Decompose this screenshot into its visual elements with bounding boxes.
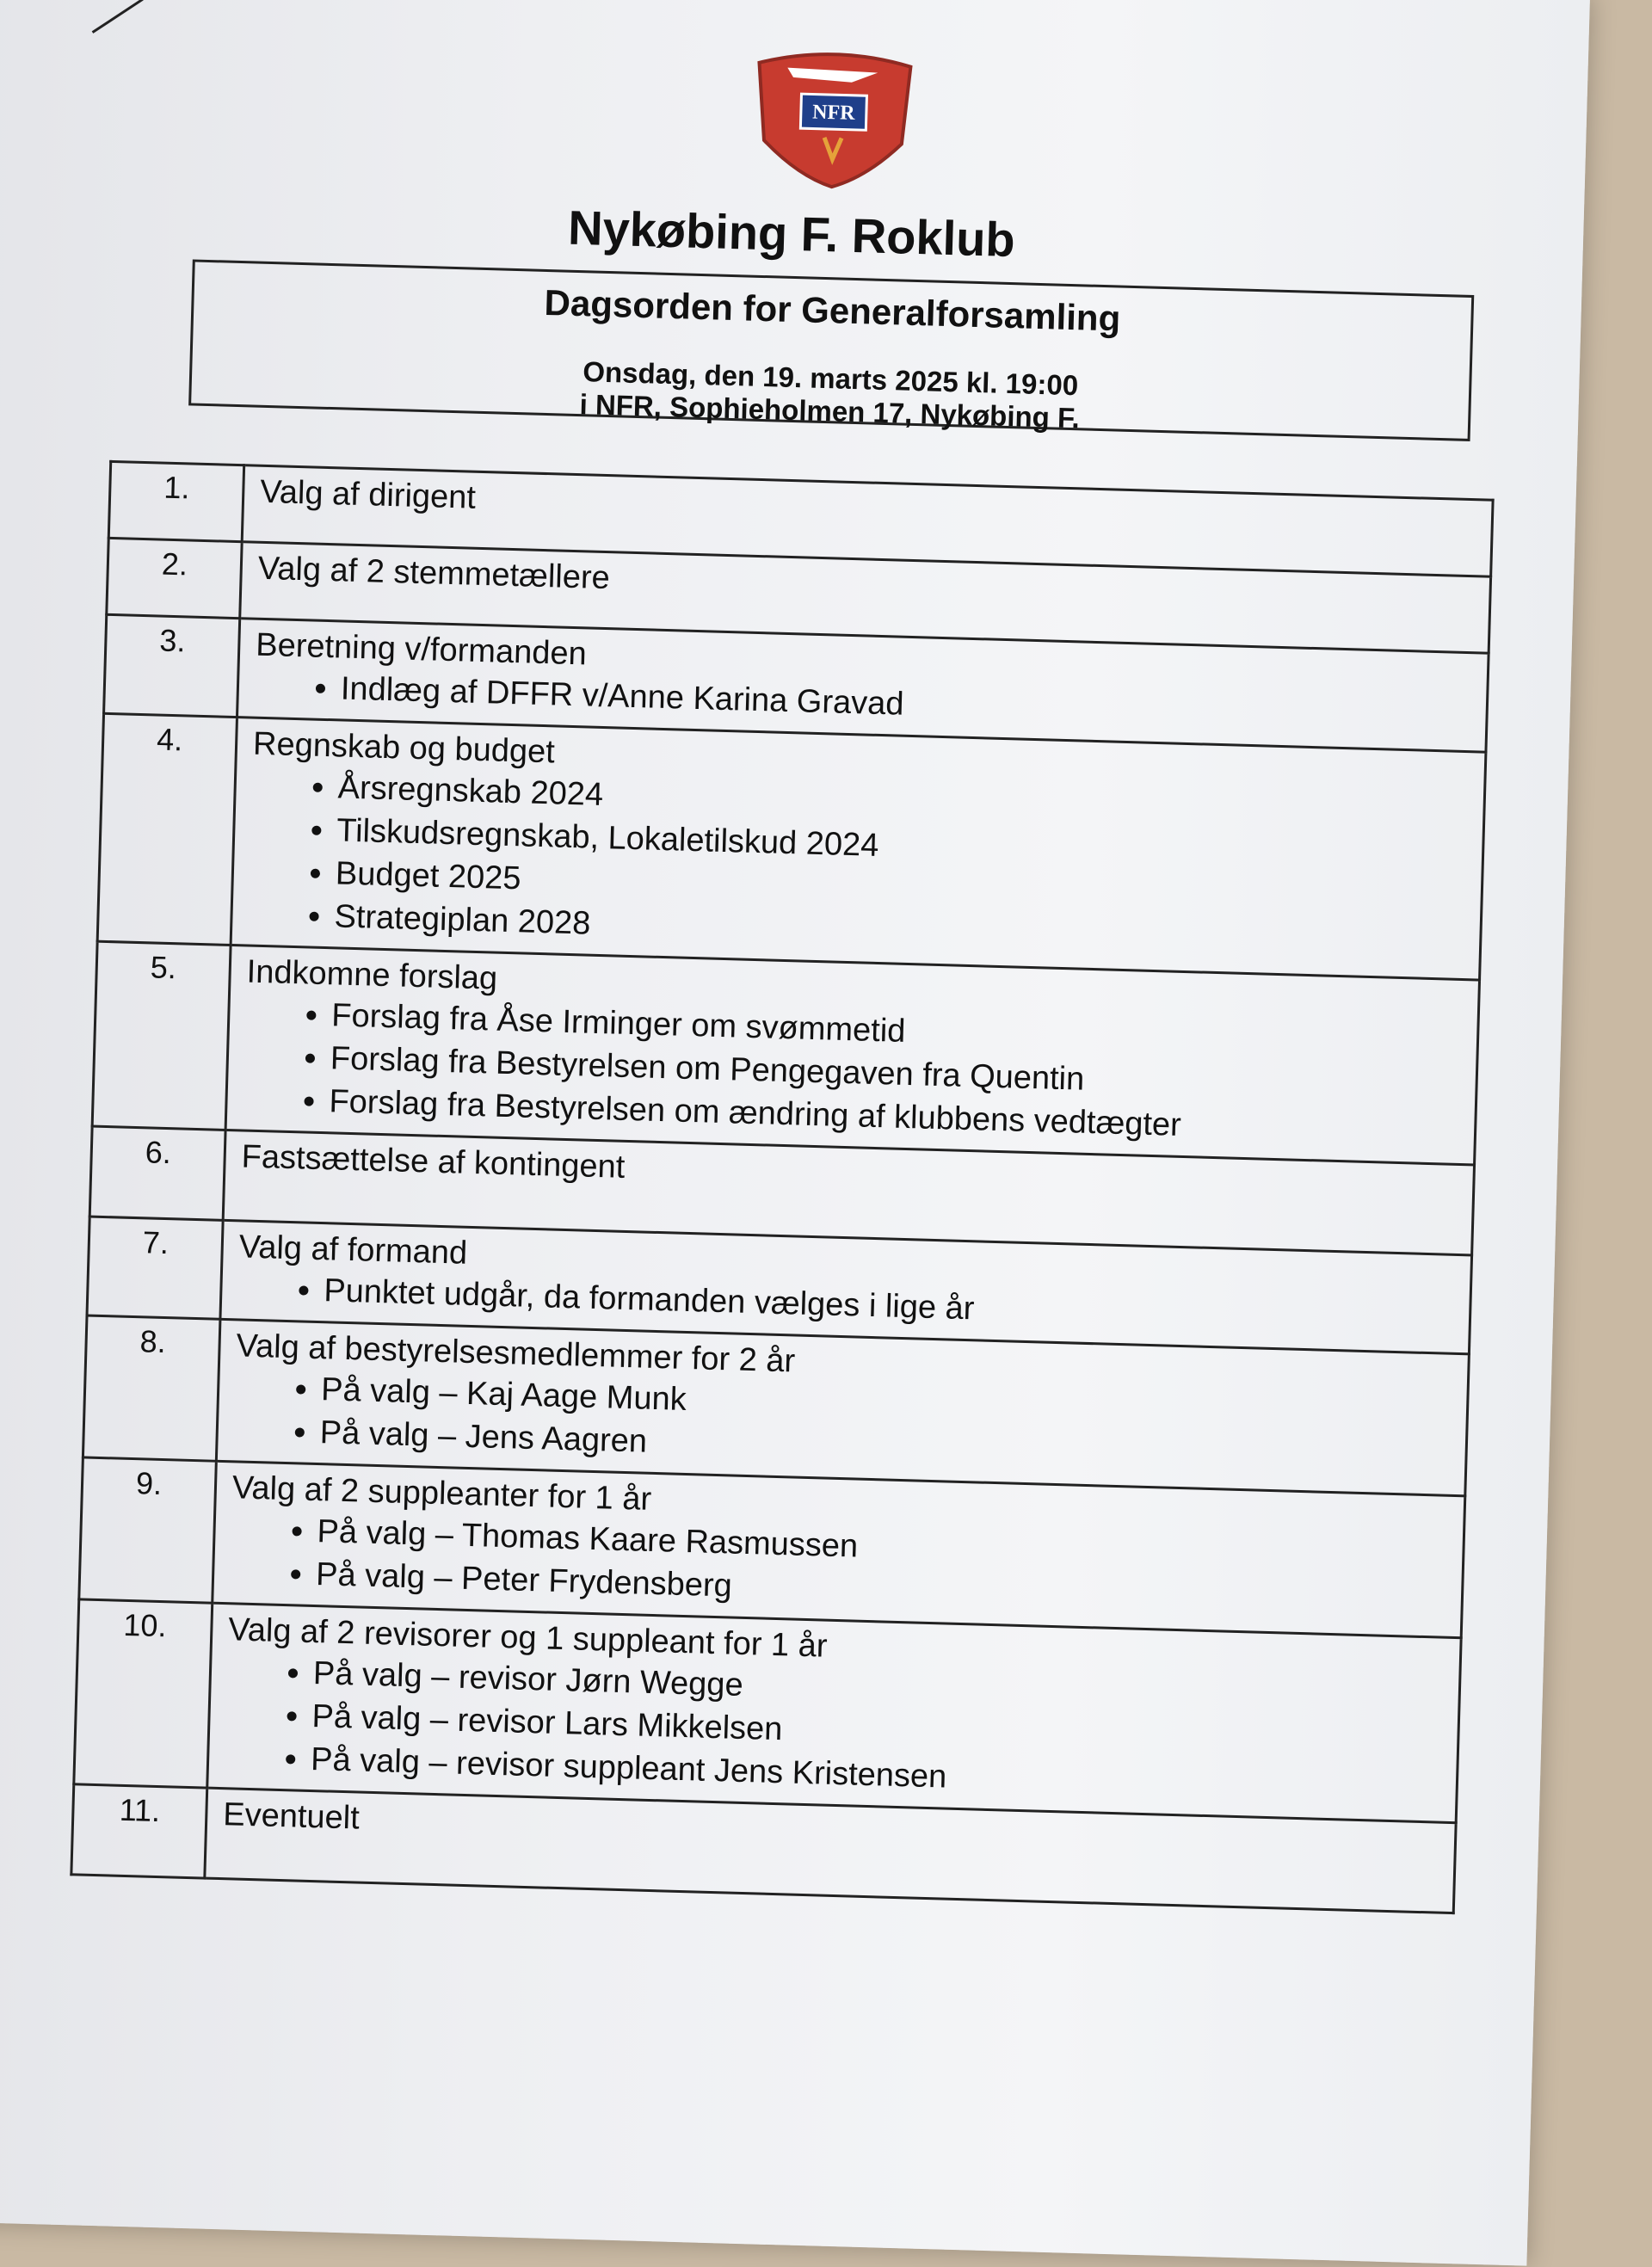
bullet-item: • På valg – Thomas Kaare Rasmussen bbox=[317, 1510, 1463, 1585]
agenda-row bbox=[97, 713, 1486, 980]
agenda-table bbox=[70, 460, 1494, 1914]
agenda-number: 6. bbox=[89, 1126, 225, 1220]
bullet-item: • Budget 2025 bbox=[335, 852, 1481, 927]
agenda-number: 4. bbox=[97, 713, 237, 945]
agenda-number: 11. bbox=[71, 1784, 207, 1878]
club-logo bbox=[745, 45, 922, 192]
bullet-list bbox=[248, 764, 1483, 970]
agenda-number: 1. bbox=[108, 461, 243, 541]
agenda-number: 10. bbox=[74, 1599, 213, 1788]
agenda-title: Valg af formand bbox=[238, 1229, 468, 1272]
agenda-title: Beretning v/formanden bbox=[255, 626, 588, 673]
bullet-item: • Tilskudsregnskab, Lokaletilskud 2024 bbox=[336, 809, 1482, 884]
agenda-content bbox=[207, 1603, 1461, 1822]
bullet-item: • Årsregnskab 2024 bbox=[337, 766, 1483, 841]
agenda-title: Valg af bestyrelsesmedlemmer for 2 år bbox=[236, 1328, 796, 1380]
bullet-item: • På valg – Kaj Aage Munk bbox=[321, 1368, 1467, 1443]
bullet-item: • Punktet udgår, da formanden vælges i lige år bbox=[324, 1269, 1470, 1344]
agenda-title: Valg af 2 revisorer og 1 suppleant for 1 år bbox=[227, 1611, 829, 1665]
agenda-title: Fastsættelse af kontingent bbox=[241, 1138, 626, 1186]
agenda-title: Regnskab og budget bbox=[252, 725, 556, 771]
club-name: Nykøbing F. Roklub bbox=[567, 200, 1016, 268]
agenda-title: Valg af 2 suppleanter for 1 år bbox=[231, 1469, 652, 1518]
agenda-title: Eventuelt bbox=[222, 1796, 361, 1837]
header-title: Dagsorden for Generalforsamling bbox=[544, 281, 1121, 339]
bullet-item: • På valg – revisor Jørn Wegge bbox=[312, 1652, 1458, 1727]
agenda-title: Indkomne forslag bbox=[246, 953, 498, 997]
bullet-item: • Forslag fra Bestyrelsen om ændring af klubbens vedtægter bbox=[329, 1080, 1475, 1155]
agenda-number: 9. bbox=[79, 1457, 217, 1603]
agenda-content bbox=[231, 718, 1486, 980]
bullet-item: • Forslag fra Åse Irminger om svømmetid bbox=[331, 994, 1477, 1069]
header-location: i NFR, Sophieholmen 17, Nykøbing F. bbox=[579, 388, 1081, 434]
header-box bbox=[188, 259, 1474, 441]
agenda-number: 2. bbox=[107, 538, 242, 618]
agenda-number: 5. bbox=[92, 941, 231, 1130]
agenda-title: Valg af dirigent bbox=[259, 473, 477, 516]
bullet-item: • På valg – Peter Frydensberg bbox=[316, 1553, 1462, 1628]
agenda-title: Valg af 2 stemmetællere bbox=[257, 550, 611, 597]
header-date: Onsdag, den 19. marts 2025 kl. 19:00 bbox=[582, 355, 1079, 402]
bullet-item: • På valg – Jens Aagren bbox=[319, 1411, 1465, 1486]
pen-mark bbox=[92, 0, 144, 34]
agenda-number: 7. bbox=[87, 1217, 223, 1319]
logo-text: NFR bbox=[811, 101, 855, 125]
agenda-content bbox=[225, 946, 1479, 1165]
agenda-number: 8. bbox=[83, 1315, 220, 1461]
bullet-item: • På valg – revisor Lars Mikkelsen bbox=[311, 1695, 1458, 1770]
bullet-item: • På valg – revisor suppleant Jens Kristensen bbox=[311, 1738, 1457, 1813]
bullet-item: • Strategiplan 2028 bbox=[334, 895, 1480, 970]
bullet-item: • Indlæg af DFFR v/Anne Karina Gravad bbox=[340, 667, 1486, 742]
agenda-number: 3. bbox=[104, 614, 240, 717]
bullet-item: • Forslag fra Bestyrelsen om Pengegaven fra Quentin bbox=[330, 1037, 1476, 1112]
